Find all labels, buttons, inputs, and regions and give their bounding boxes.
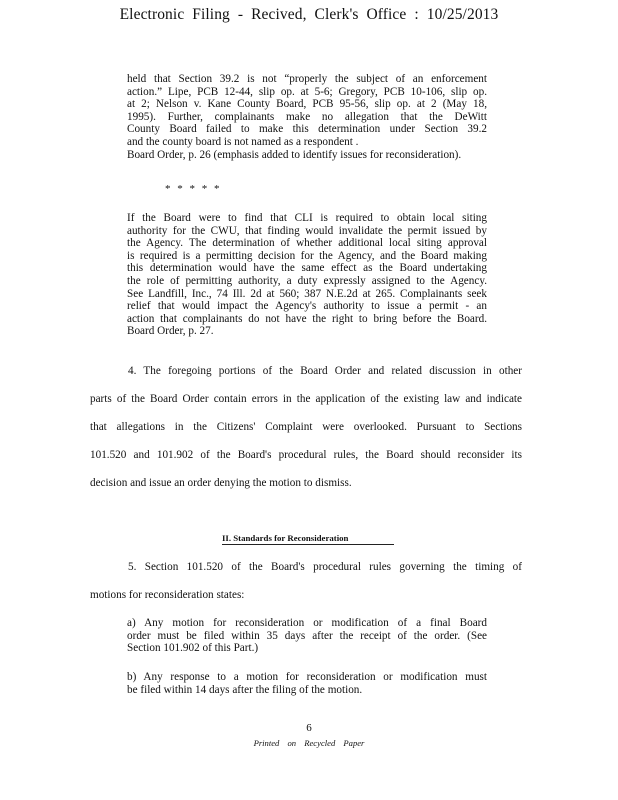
quote1-line-2: action.” Lipe, PCB 12-44, slip op. at 5-6; Gregory, PCB 10-106, slip op.: [127, 85, 487, 98]
para4-line-1: 4. The foregoing portions of the Board Order and related discussion in other: [128, 365, 522, 377]
quote2-line-9: action that complainants do not have the right to bring before the Board.: [127, 312, 487, 325]
section-break-stars: * * * * *: [165, 183, 222, 195]
para4-line-4: 101.520 and 101.902 of the Board's procedural rules, the Board should reconsider its: [90, 449, 522, 461]
rule-subsection-a: [127, 617, 487, 655]
quote1-line-4: 1995). Further, complainants make no allegation that the DeWitt: [127, 110, 487, 123]
para4-line-3: that allegations in the Citizens' Complaint were overlooked. Pursuant to Sections: [90, 421, 522, 433]
para4-line-2: parts of the Board Order contain errors in the application of the existing law and indicate: [90, 393, 522, 405]
rule-a-line-3: Section 101.902 of this Part.): [127, 642, 259, 655]
quote1-citation: Board Order, p. 26 (emphasis added to identify issues for reconsideration).: [127, 148, 462, 161]
section-heading: II. Standards for Reconsideration: [222, 533, 349, 543]
quote1-line-3: at 2; Nelson v. Kane County Board, PCB 95-56, slip op. at 2 (May 18,: [127, 98, 487, 111]
rule-a-line-1: a) Any motion for reconsideration or modification of a final Board: [127, 617, 487, 629]
para5-line-2: motions for reconsideration states:: [90, 589, 245, 601]
quote2-line-7: See Landfill, Inc., 74 Ill. 2d at 560; 387 N.E.2d at 265. Complainants seek: [127, 287, 487, 300]
quote1-line-1: held that Section 39.2 is not “properly the subject of an enforcement: [127, 73, 487, 85]
para5-line-1: 5. Section 101.520 of the Board's procedural rules governing the timing of: [128, 561, 522, 573]
quote2-line-2: authority for the CWU, that finding would invalidate the permit issued by: [127, 224, 487, 237]
quoted-order-excerpt-1: [127, 73, 487, 161]
filing-header: Electronic Filing - Recived, Clerk's Office : 10/25/2013: [119, 6, 499, 23]
paragraph-5: [90, 553, 522, 609]
quote2-line-3: the Agency. The determination of whether additional local siting approval: [127, 237, 487, 250]
quote1-line-5: County Board failed to make this determination under Section 39.2: [127, 123, 487, 136]
rule-b-line-2: be filed within 14 days after the filing of the motion.: [127, 683, 363, 696]
para4-line-5: decision and issue an order denying the motion to dismiss.: [90, 477, 352, 489]
section-heading-underline: [222, 544, 394, 545]
quote2-citation: Board Order, p. 27.: [127, 325, 214, 338]
quote2-line-8: relief that would impact the Agency's authority to issue a permit - an: [127, 300, 487, 313]
quote2-line-6: the role of permitting authority, a duty expressly assigned to the Agency.: [127, 274, 487, 287]
rule-subsection-b: [127, 671, 487, 696]
recycled-paper-note: Printed on Recycled Paper: [253, 738, 365, 748]
quoted-order-excerpt-2: [127, 212, 487, 338]
paragraph-4: [90, 357, 522, 497]
quote1-line-6: and the county board is not named as a respondent .: [127, 135, 359, 148]
rule-a-line-2: order must be filed within 35 days after the receipt of the order. (See: [127, 629, 487, 642]
quote2-line-1: If the Board were to find that CLI is required to obtain local siting: [127, 212, 487, 224]
page-number: 6: [306, 722, 312, 734]
rule-b-line-1: b) Any response to a motion for reconsideration or modification must: [127, 671, 487, 683]
quote2-line-5: this determination would have the same effect as the Board undertaking: [127, 262, 487, 275]
quote2-line-4: is required is a permitting decision for the Agency, and the Board making: [127, 249, 487, 262]
